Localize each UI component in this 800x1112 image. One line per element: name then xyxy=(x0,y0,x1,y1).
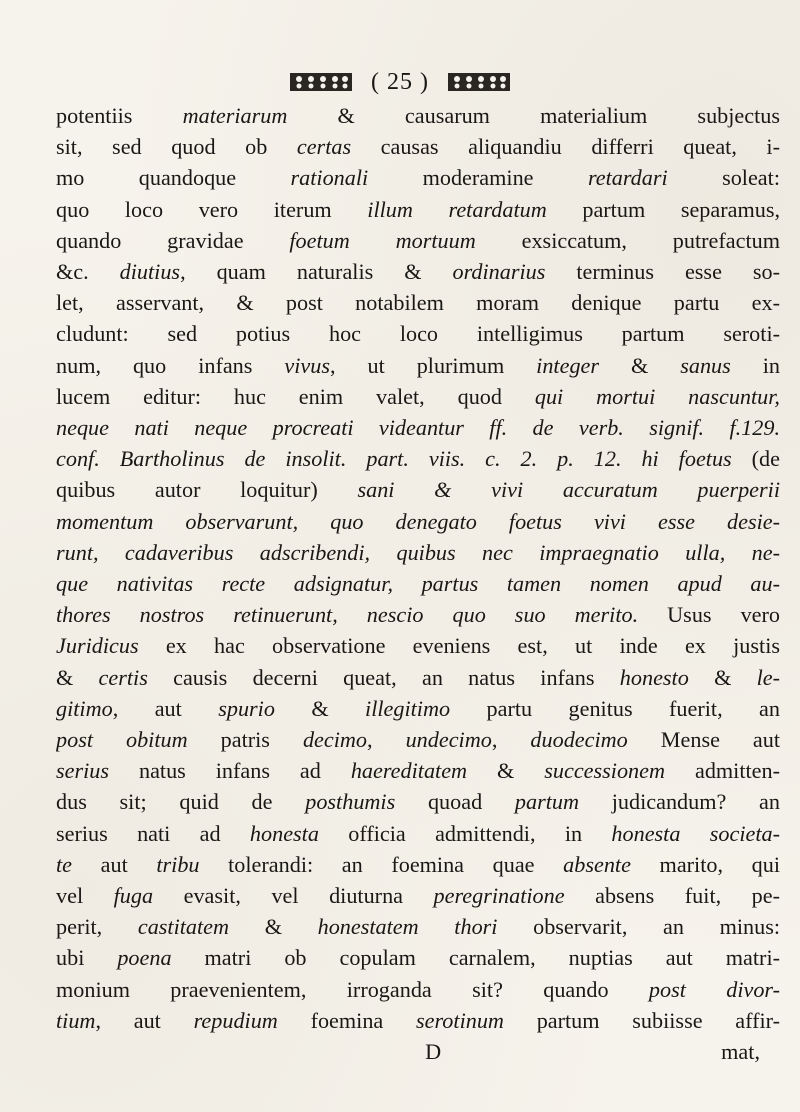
text-segment: & xyxy=(274,695,366,721)
italic-text: conf. Bartholinus de insolit. part. viis. c. 2. p. 12. hi foetus xyxy=(56,446,732,472)
text-segment: ubi xyxy=(56,945,118,971)
italic-text: posthumis xyxy=(305,789,396,815)
text-line xyxy=(56,693,780,724)
text-segment: terminus esse so- xyxy=(545,259,780,285)
italic-text: materiarum xyxy=(182,103,288,128)
text-segment: Usus vero xyxy=(638,602,780,628)
text-segment: vel xyxy=(56,883,114,909)
text-segment: absens fuit, pe- xyxy=(564,883,780,909)
italic-text: duodecimo xyxy=(530,727,628,753)
text-segment: monium praevenientem, irroganda sit? quando xyxy=(56,976,649,1002)
italic-text: successionem xyxy=(544,758,666,784)
italic-text: illum retardatum xyxy=(367,196,547,222)
text-segment: cludunt: sed potius hoc loco intelligimus partum seroti- xyxy=(56,321,780,347)
text-segment: Mense aut xyxy=(627,727,780,753)
italic-text: honesta xyxy=(249,820,319,846)
text-segment: let, asservant, & post notabilem moram denique partu ex- xyxy=(56,290,780,316)
italic-text: illegitimo xyxy=(365,695,451,721)
text-segment: lucem editur: huc enim valet, quod xyxy=(56,383,535,409)
text-line xyxy=(56,568,780,599)
text-line xyxy=(56,474,780,505)
italic-text: vivus xyxy=(284,352,330,378)
italic-text: certas xyxy=(296,134,352,160)
italic-text: que nativitas recte adsignatur, partus tamen nomen apud au- xyxy=(56,571,780,597)
text-line xyxy=(56,412,780,443)
italic-text: honesta societa- xyxy=(611,820,780,846)
text-segment: natus infans ad xyxy=(109,758,351,784)
italic-text: thores nostros retinuerunt, nescio quo suo merito. xyxy=(56,602,639,628)
text-segment: quando gravidae xyxy=(56,227,290,253)
text-segment: mo quandoque xyxy=(56,165,291,191)
italic-text: le- xyxy=(756,664,780,690)
text-segment: aut xyxy=(72,851,157,877)
italic-text: undecimo xyxy=(405,727,492,753)
text-segment: foemina xyxy=(277,1007,417,1033)
text-line xyxy=(56,724,780,755)
text-segment: quo loco vero iterum xyxy=(56,196,368,222)
text-segment: num, quo infans xyxy=(56,352,285,378)
page-number: ( 25 ) xyxy=(371,68,429,95)
text-segment: in xyxy=(730,352,780,378)
text-line xyxy=(56,942,780,973)
italic-text: runt, cadaveribus adscribendi, quibus nec impraegnatio ulla, ne- xyxy=(56,539,780,565)
italic-text: post divor- xyxy=(648,976,780,1002)
text-line xyxy=(56,755,780,786)
italic-text: peregrinatione xyxy=(433,883,565,909)
text-line xyxy=(56,131,780,162)
text-segment: tolerandi: an foemina quae xyxy=(199,851,564,877)
italic-text: sani & vivi accuratum puerperii xyxy=(357,477,780,503)
text-line xyxy=(56,194,780,225)
text-segment: , quam naturalis & xyxy=(180,259,453,285)
italic-text: diutius xyxy=(119,259,181,285)
text-segment: quoad xyxy=(395,789,515,815)
italic-text: sanus xyxy=(680,352,731,378)
italic-text: integer xyxy=(536,352,600,378)
text-line xyxy=(56,318,780,349)
text-segment: observarit, an minus: xyxy=(497,914,780,940)
text-line xyxy=(56,630,780,661)
italic-text: serius xyxy=(56,758,110,784)
text-segment: serius nati ad xyxy=(56,820,250,846)
text-line xyxy=(56,506,780,537)
text-line xyxy=(56,162,780,193)
text-segment: moderamine xyxy=(368,165,588,191)
text-line xyxy=(56,911,780,942)
italic-text: retardari xyxy=(587,165,668,191)
text-segment: partu genitus fuerit, an xyxy=(450,695,780,721)
text-segment: & xyxy=(467,758,545,784)
text-segment: , aut xyxy=(95,1007,194,1033)
italic-text: spurio xyxy=(218,695,275,721)
text-segment: & xyxy=(56,664,99,690)
text-line xyxy=(56,818,780,849)
body-text xyxy=(56,100,780,1067)
text-segment: partum subiisse affir- xyxy=(503,1007,780,1033)
text-line xyxy=(56,287,780,318)
footer-line xyxy=(56,1036,780,1067)
text-line xyxy=(56,350,780,381)
italic-text: decimo xyxy=(302,727,368,753)
text-line xyxy=(56,974,780,1005)
right-ornament-icon xyxy=(447,71,511,93)
text-line xyxy=(56,662,780,693)
text-line xyxy=(56,443,780,474)
text-segment: & xyxy=(688,664,757,690)
text-segment: , xyxy=(367,727,406,753)
text-segment: evasit, vel diuturna xyxy=(153,883,434,909)
text-segment: &c. xyxy=(56,259,120,285)
italic-text: gitimo xyxy=(56,695,113,721)
italic-text: Juridicus xyxy=(56,633,139,659)
italic-text: honesto xyxy=(619,664,689,690)
text-segment: soleat: xyxy=(667,165,780,191)
italic-text: haereditatem xyxy=(350,758,468,784)
text-segment: perit, xyxy=(56,914,138,940)
text-segment: sit, sed quod ob xyxy=(56,134,297,160)
italic-text: partum xyxy=(514,789,580,815)
italic-text: momentum observarunt, quo denegato foetus vivi esse desie- xyxy=(56,508,780,534)
italic-text: poena xyxy=(117,945,172,971)
text-segment: marito, qui xyxy=(630,851,780,877)
page-header xyxy=(0,62,800,102)
text-line xyxy=(56,381,780,412)
text-segment: admitten- xyxy=(665,758,780,784)
text-segment: causas aliquandiu differri queat, i- xyxy=(351,134,780,160)
italic-text: absente xyxy=(563,851,631,877)
italic-text: castitatem xyxy=(137,914,230,940)
text-segment: , ut plurimum xyxy=(329,352,537,378)
text-segment: dus sit; quid de xyxy=(56,789,306,815)
text-segment: & xyxy=(599,352,681,378)
italic-text: neque nati neque procreati videantur ff. de verb. signif. f.129. xyxy=(56,415,780,441)
italic-text: ordinarius xyxy=(452,259,546,285)
text-segment: judicandum? an xyxy=(579,789,780,815)
text-line xyxy=(56,256,780,287)
text-segment: potentiis xyxy=(56,103,183,128)
italic-text: repudium xyxy=(193,1007,278,1033)
italic-text: tium xyxy=(56,1007,96,1033)
italic-text: tribu xyxy=(156,851,200,877)
italic-text: foetum mortuum xyxy=(289,227,476,253)
text-segment: & xyxy=(229,914,318,940)
text-line xyxy=(56,100,780,131)
text-line xyxy=(56,225,780,256)
text-segment: (de xyxy=(731,446,780,472)
italic-text: certis xyxy=(98,664,148,690)
text-segment: , aut xyxy=(112,695,219,721)
text-segment: matri ob copulam carnalem, nuptias aut matri- xyxy=(171,945,780,971)
italic-text: honestatem thori xyxy=(317,914,498,940)
text-segment: quibus autor loquitur) xyxy=(56,477,358,503)
text-line xyxy=(56,1005,780,1036)
italic-text: serotinum xyxy=(416,1007,504,1033)
text-segment: causis decerni queat, an natus infans xyxy=(147,664,620,690)
signature-mark: D xyxy=(425,1039,442,1065)
text-segment: & causarum materialium subjectus xyxy=(287,103,780,128)
text-line xyxy=(56,599,780,630)
text-segment: patris xyxy=(187,727,303,753)
italic-text: post obitum xyxy=(56,727,188,753)
text-segment: exsiccatum, putrefactum xyxy=(475,227,780,253)
italic-text: fuga xyxy=(113,883,154,909)
text-segment: partum separamus, xyxy=(546,196,780,222)
text-line xyxy=(56,537,780,568)
text-line xyxy=(56,786,780,817)
text-line xyxy=(56,880,780,911)
text-segment: officia admittendi, in xyxy=(318,820,612,846)
italic-text: te xyxy=(56,851,73,877)
catchword: mat, xyxy=(721,1039,760,1065)
text-segment: , xyxy=(491,727,531,753)
left-ornament-icon xyxy=(289,71,353,93)
text-segment: ex hac observatione eveniens est, ut inde ex justis xyxy=(138,633,780,659)
italic-text: qui mortui nascuntur, xyxy=(534,383,780,409)
italic-text: rationali xyxy=(290,165,369,191)
text-line xyxy=(56,849,780,880)
